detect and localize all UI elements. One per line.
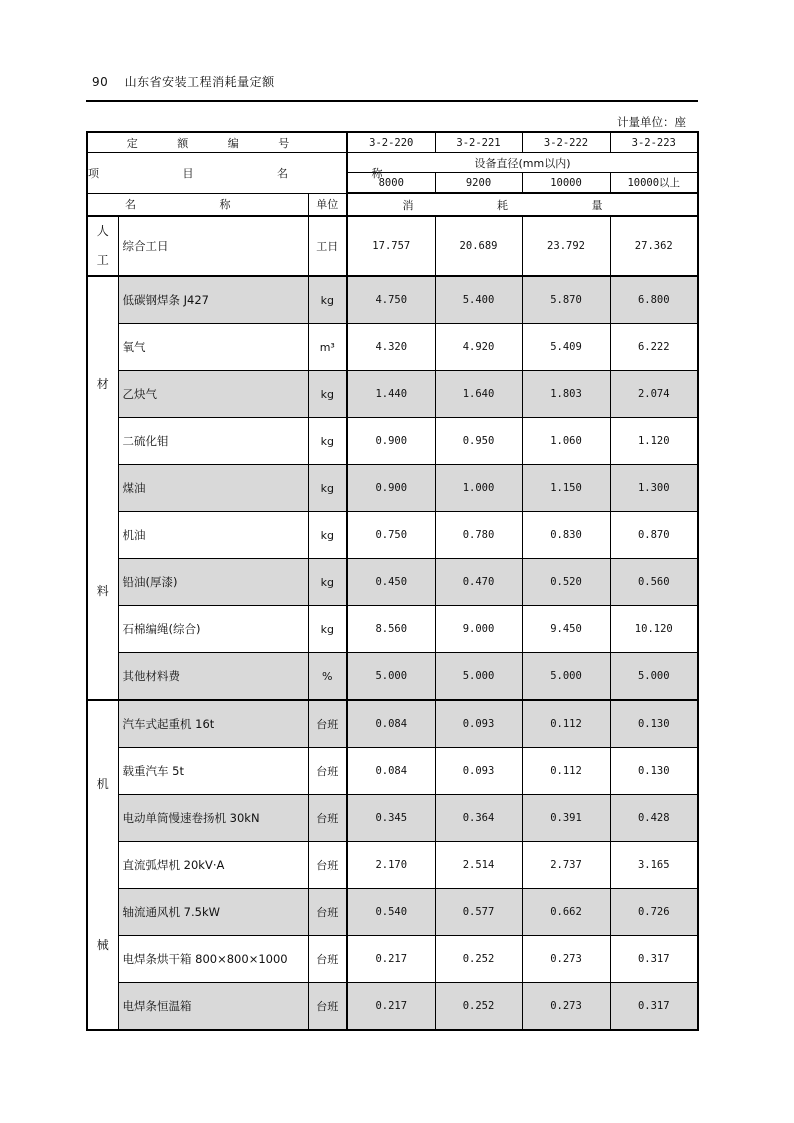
consumption-value: 4.320 bbox=[347, 324, 435, 371]
diameter: 10000 bbox=[522, 173, 610, 194]
resource-name: 电动单筒慢速卷扬机 30kN bbox=[118, 795, 308, 842]
consumption-value: 0.900 bbox=[347, 418, 435, 465]
consumption-value: 0.540 bbox=[347, 889, 435, 936]
consumption-value: 5.000 bbox=[435, 653, 522, 701]
consumption-value: 17.757 bbox=[347, 216, 435, 276]
resource-name: 机油 bbox=[118, 512, 308, 559]
consumption-value: 1.000 bbox=[435, 465, 522, 512]
resource-name: 载重汽车 5t bbox=[118, 748, 308, 795]
resource-name: 其他材料费 bbox=[118, 653, 308, 701]
consumption-value: 1.803 bbox=[522, 371, 610, 418]
consumption-value: 0.084 bbox=[347, 748, 435, 795]
consumption-value: 5.000 bbox=[610, 653, 698, 701]
quota-code: 3-2-221 bbox=[435, 132, 522, 153]
consumption-value: 0.391 bbox=[522, 795, 610, 842]
resource-unit: 台班 bbox=[308, 936, 347, 983]
consumption-value: 0.317 bbox=[610, 936, 698, 983]
consumption-value: 5.400 bbox=[435, 276, 522, 324]
quota-no-label: 定 额 编 号 bbox=[87, 132, 347, 153]
resource-unit: 台班 bbox=[308, 842, 347, 889]
quota-table bbox=[86, 131, 699, 1031]
consumption-value: 1.060 bbox=[522, 418, 610, 465]
category-char: 工 bbox=[96, 253, 109, 268]
resource-name: 二硫化钼 bbox=[118, 418, 308, 465]
consumption-value: 20.689 bbox=[435, 216, 522, 276]
resource-unit: % bbox=[308, 653, 347, 701]
resource-name: 汽车式起重机 16t bbox=[118, 700, 308, 748]
consumption-value: 0.450 bbox=[347, 559, 435, 606]
consumption-value: 5.870 bbox=[522, 276, 610, 324]
consumption-value: 0.112 bbox=[522, 748, 610, 795]
consumption-value: 0.112 bbox=[522, 700, 610, 748]
consumption-value: 0.130 bbox=[610, 700, 698, 748]
consumption-value: 6.222 bbox=[610, 324, 698, 371]
consumption-value: 1.440 bbox=[347, 371, 435, 418]
consumption-value: 5.000 bbox=[347, 653, 435, 701]
category-char: 机 bbox=[96, 777, 109, 792]
consumption-value: 0.780 bbox=[435, 512, 522, 559]
consumption-value: 0.662 bbox=[522, 889, 610, 936]
consumption-value: 0.084 bbox=[347, 700, 435, 748]
resource-name: 综合工日 bbox=[118, 216, 308, 276]
consumption-value: 0.830 bbox=[522, 512, 610, 559]
consumption-value: 0.577 bbox=[435, 889, 522, 936]
consumption-value: 1.640 bbox=[435, 371, 522, 418]
consumption-value: 0.900 bbox=[347, 465, 435, 512]
diameter: 8000 bbox=[347, 173, 435, 194]
resource-unit: 台班 bbox=[308, 889, 347, 936]
consumption-value: 0.950 bbox=[435, 418, 522, 465]
consumption-value: 0.317 bbox=[610, 983, 698, 1031]
resource-unit: kg bbox=[308, 559, 347, 606]
resource-name: 煤油 bbox=[118, 465, 308, 512]
consumption-value: 5.000 bbox=[522, 653, 610, 701]
resource-unit: kg bbox=[308, 418, 347, 465]
category-char: 料 bbox=[96, 584, 109, 599]
resource-unit: kg bbox=[308, 606, 347, 653]
resource-name: 乙炔气 bbox=[118, 371, 308, 418]
resource-name: 低碳钢焊条 J427 bbox=[118, 276, 308, 324]
resource-name: 铅油(厚漆) bbox=[118, 559, 308, 606]
resource-unit: 工日 bbox=[308, 216, 347, 276]
consumption-value: 0.252 bbox=[435, 936, 522, 983]
category-char: 人 bbox=[96, 224, 109, 239]
consumption-value: 0.130 bbox=[610, 748, 698, 795]
resource-name: 氧气 bbox=[118, 324, 308, 371]
resource-unit: 台班 bbox=[308, 748, 347, 795]
consumption-value: 0.560 bbox=[610, 559, 698, 606]
diameter: 9200 bbox=[435, 173, 522, 194]
resource-name: 石棉编绳(综合) bbox=[118, 606, 308, 653]
consumption-value: 2.737 bbox=[522, 842, 610, 889]
resource-unit: kg bbox=[308, 465, 347, 512]
consumption-value: 1.300 bbox=[610, 465, 698, 512]
resource-unit: kg bbox=[308, 371, 347, 418]
resource-name: 电焊条烘干箱 800×800×1000 bbox=[118, 936, 308, 983]
consumption-value: 0.364 bbox=[435, 795, 522, 842]
book-title: 山东省安装工程消耗量定额 bbox=[124, 75, 275, 89]
consumption-value: 0.520 bbox=[522, 559, 610, 606]
header-rule bbox=[86, 100, 698, 102]
quota-code: 3-2-223 bbox=[610, 132, 698, 153]
resource-unit: 台班 bbox=[308, 983, 347, 1031]
consumption-value: 3.165 bbox=[610, 842, 698, 889]
consumption-value: 5.409 bbox=[522, 324, 610, 371]
consumption-value: 2.074 bbox=[610, 371, 698, 418]
diameter: 10000以上 bbox=[610, 173, 698, 194]
resource-name: 直流弧焊机 20kV·A bbox=[118, 842, 308, 889]
resource-name-label: 名 称 bbox=[87, 193, 308, 216]
consumption-value: 0.345 bbox=[347, 795, 435, 842]
consumption-value: 10.120 bbox=[610, 606, 698, 653]
param-label: 设备直径(mm以内) bbox=[347, 153, 698, 173]
resource-unit: 台班 bbox=[308, 700, 347, 748]
consumption-value: 1.150 bbox=[522, 465, 610, 512]
resource-unit: 台班 bbox=[308, 795, 347, 842]
consumption-value: 0.273 bbox=[522, 936, 610, 983]
consumption-value: 0.217 bbox=[347, 936, 435, 983]
resource-name: 轴流通风机 7.5kW bbox=[118, 889, 308, 936]
consumption-label: 消 耗 量 bbox=[347, 193, 698, 216]
category-cell bbox=[87, 700, 118, 1030]
consumption-value: 4.920 bbox=[435, 324, 522, 371]
consumption-value: 0.470 bbox=[435, 559, 522, 606]
consumption-value: 6.800 bbox=[610, 276, 698, 324]
quota-code: 3-2-220 bbox=[347, 132, 435, 153]
consumption-value: 0.217 bbox=[347, 983, 435, 1031]
page-number: 90 bbox=[92, 75, 109, 89]
category-char: 械 bbox=[96, 938, 109, 953]
item-name-label: 项 目 名 称 bbox=[87, 153, 347, 194]
consumption-value: 0.750 bbox=[347, 512, 435, 559]
consumption-value: 0.428 bbox=[610, 795, 698, 842]
consumption-value: 0.273 bbox=[522, 983, 610, 1031]
consumption-value: 0.870 bbox=[610, 512, 698, 559]
resource-unit: kg bbox=[308, 276, 347, 324]
quota-code: 3-2-222 bbox=[522, 132, 610, 153]
consumption-value: 0.093 bbox=[435, 700, 522, 748]
consumption-value: 9.000 bbox=[435, 606, 522, 653]
consumption-value: 0.093 bbox=[435, 748, 522, 795]
unit-note: 计量单位：座 bbox=[617, 115, 686, 129]
consumption-value: 8.560 bbox=[347, 606, 435, 653]
resource-unit: kg bbox=[308, 512, 347, 559]
page-header bbox=[92, 73, 275, 90]
resource-name: 电焊条恒温箱 bbox=[118, 983, 308, 1031]
consumption-value: 2.170 bbox=[347, 842, 435, 889]
category-cell bbox=[87, 276, 118, 700]
consumption-value: 1.120 bbox=[610, 418, 698, 465]
category-char: 材 bbox=[96, 377, 109, 392]
consumption-value: 4.750 bbox=[347, 276, 435, 324]
consumption-value: 2.514 bbox=[435, 842, 522, 889]
consumption-value: 0.726 bbox=[610, 889, 698, 936]
resource-unit: m³ bbox=[308, 324, 347, 371]
unit-label: 单位 bbox=[308, 193, 347, 216]
consumption-value: 27.362 bbox=[610, 216, 698, 276]
consumption-value: 9.450 bbox=[522, 606, 610, 653]
consumption-value: 23.792 bbox=[522, 216, 610, 276]
category-cell bbox=[87, 216, 118, 276]
consumption-value: 0.252 bbox=[435, 983, 522, 1031]
